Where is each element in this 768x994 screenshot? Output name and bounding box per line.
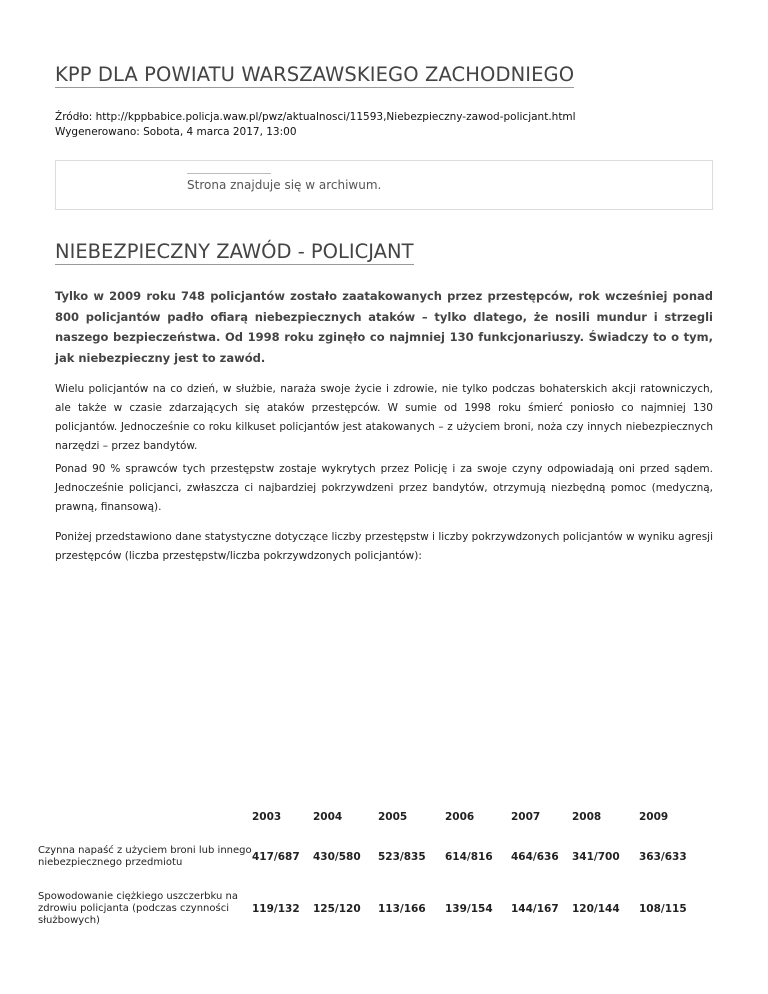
- table-header-empty: [38, 805, 252, 835]
- table-header-row: [38, 805, 697, 835]
- year-header: 2009: [639, 811, 669, 823]
- year-header: 2004: [313, 811, 343, 823]
- table-cell: 523/835: [378, 851, 426, 863]
- table-cell: 464/636: [511, 851, 559, 863]
- article-title: NIEBEZPIECZNY ZAWÓD - POLICJANT: [55, 240, 414, 263]
- row-label: Czynna napaść z użyciem broni lub innego niebezpiecznego przedmiotu: [38, 845, 252, 868]
- year-header: 2006: [445, 811, 475, 823]
- table-cell: 341/700: [572, 851, 620, 863]
- meta-info: [55, 110, 576, 140]
- table-cell: 430/580: [313, 851, 361, 863]
- article-lead: Tylko w 2009 roku 748 policjantów zostało zaatakowanych przez przestępców, rok wcześniej ponad 800 policjantów padło ofiarą niebezpiecznych ataków – tylko dlatego, że nosili mundur i strzegli naszego bezpieczeństwa. Od 1998 roku zginęło co najmniej 130 funkcjonariuszy. Świadczy to o tym, jak niebezpieczny jest to zawód.: [55, 289, 713, 365]
- article-paragraph-2: Ponad 90 % sprawców tych przestępstw zostaje wykrytych przez Policję i za swoje czyny odpowiadają oni przed sądem. Jednocześnie policjanci, zwłaszcza ci najbardziej pokrzywdzeni przez bandytów, otrzymują niezbędną pomoc (medyczną, prawną, finansową).: [55, 463, 713, 513]
- table-cell: 139/154: [445, 903, 493, 915]
- year-header: 2005: [378, 811, 408, 823]
- generated-date: Wygenerowano: Sobota, 4 marca 2017, 13:00: [55, 126, 297, 138]
- table-cell: 120/144: [572, 903, 620, 915]
- archive-notice-box: [55, 160, 713, 210]
- source-url: Źródło: http://kppbabice.policja.waw.pl/pwz/aktualnosci/11593,Niebezpieczny-zawod-policjant.html: [55, 111, 576, 123]
- table-cell: 119/132: [252, 903, 300, 915]
- table-cell: 614/816: [445, 851, 493, 863]
- article-paragraph-1: Wielu policjantów na co dzień, w służbie, naraża swoje życie i zdrowie, nie tylko podczas bohaterskich akcji ratowniczych, ale także w czasie zdarzających się ataków przestępców. W sumie od 1998 roku śmierć poniosło co najmniej 130 policjantów. Jednocześnie co roku kilkuset policjantów jest atakowanych – z użyciem broni, noża czy innych niebezpiecznych narzędzi – przez bandytów.: [55, 383, 713, 452]
- archive-divider: [187, 173, 271, 174]
- table-cell: 125/120: [313, 903, 361, 915]
- table-cell: 108/115: [639, 903, 687, 915]
- site-title: KPP DLA POWIATU WARSZAWSKIEGO ZACHODNIEGO: [55, 63, 575, 86]
- archive-notice: Strona znajduje się w archiwum.: [187, 178, 382, 192]
- table-cell: 417/687: [252, 851, 300, 863]
- table-row: [38, 835, 697, 879]
- table-cell: 363/633: [639, 851, 687, 863]
- year-header: 2003: [252, 811, 282, 823]
- table-cell: 144/167: [511, 903, 559, 915]
- year-header: 2008: [572, 811, 602, 823]
- row-label: Spowodowanie ciężkiego uszczerbku na zdrowiu policjanta (podczas czynności służbowych): [38, 891, 238, 926]
- table-cell: 113/166: [378, 903, 426, 915]
- table-row: [38, 879, 697, 939]
- statistics-table: [38, 805, 697, 939]
- year-header: 2007: [511, 811, 541, 823]
- article-paragraph-3: Poniżej przedstawiono dane statystyczne dotyczące liczby przestępstw i liczby pokrzywdzonych policjantów w wyniku agresji przestępców (liczba przestępstw/liczba pokrzywdzonych policjantów):: [55, 531, 713, 562]
